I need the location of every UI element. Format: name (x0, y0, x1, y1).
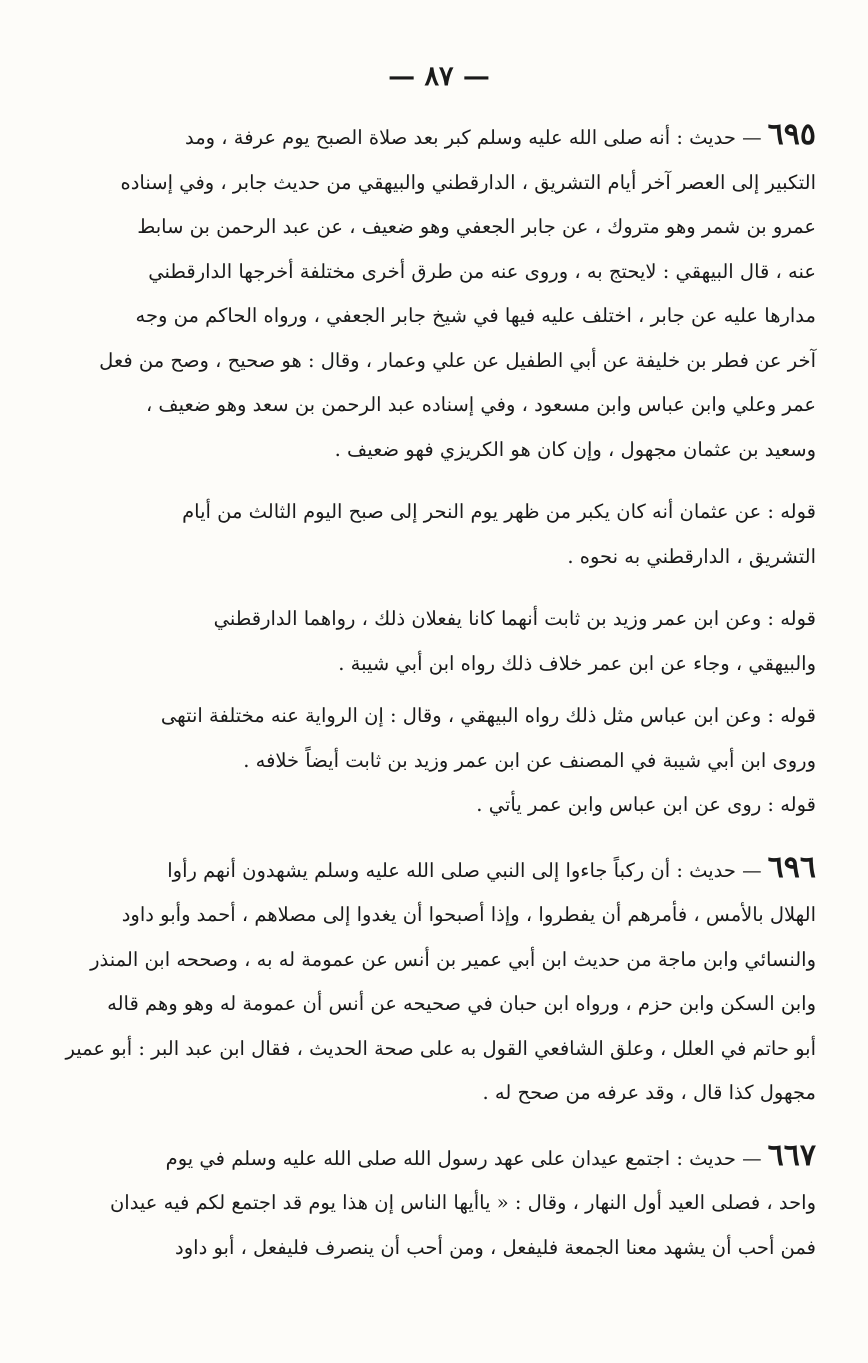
text-line: وروى ابن أبي شيبة في المصنف عن ابن عمر وزيد بن ثابت أيضاً خلافه . (243, 748, 816, 772)
hadith-number: ٦٦٧ (767, 1137, 816, 1173)
text-line: مدارها عليه عن جابر ، اختلف عليه فيها في شيخ جابر الجعفي ، ورواه الحاكم من وجه (135, 304, 816, 327)
hadith-696 (62, 846, 816, 1116)
text-line: عمر وعلي وابن عباس وابن مسعود ، وفي إسناده عبد الرحمن بن سعد وهو ضعيف ، (145, 393, 816, 416)
text-line: عنه ، قال البيهقي : لايحتج به ، وروى عنه من طرق أخرى مختلفة أخرجها الدارقطني (148, 259, 816, 283)
text-line: ٦٩٦— حديث : أن ركباً جاءوا إلى النبي صلى الله عليه وسلم يشهدون أنهم رأوا (167, 849, 816, 885)
hadith-695 (62, 113, 816, 472)
text-line: ٦٦٧— حديث : اجتمع عيدان على عهد رسول الله صلى الله عليه وسلم في يوم (165, 1137, 816, 1173)
text-line: وابن السكن وابن حزم ، ورواه ابن حبان في صحيحه عن أنس أن عمومة له وهو وهم قاله (107, 992, 816, 1015)
text-line: التكبير إلى العصر آخر أيام التشريق ، الدارقطني والبيهقي من حديث جابر ، وفي إسناده (120, 170, 816, 194)
text-line: آخر عن فطر بن خليفة عن أبي الطفيل عن علي وعمار ، وقال : هو صحيح ، وصح من فعل (99, 348, 816, 372)
text-line: أبو حاتم في العلل ، وعلق الشافعي القول به على صحة الحديث ، فقال ابن عبد البر : أبو عمير (65, 1036, 816, 1060)
commentary-paragraph (62, 783, 816, 828)
text-line: وسعيد بن عثمان مجهول ، وإن كان هو الكريزي فهو ضعيف . (334, 437, 816, 461)
text-line: الهلال بالأمس ، فأمرهم أن يفطروا ، وإذا أصبحوا أن يغدوا إلى مصلاهم ، أحمد وأبو داود (121, 903, 816, 926)
commentary-paragraph (62, 490, 816, 579)
text-line: فمن أحب أن يشهد معنا الجمعة فليفعل ، ومن أحب أن ينصرف فليفعل ، أبو داود (175, 1235, 816, 1259)
text-line: واحد ، فصلى العيد أول النهار ، وقال : « ياأيها الناس إن هذا يوم قد اجتمع لكم فيه عيدان (109, 1191, 816, 1214)
text-line: والبيهقي ، وجاء عن ابن عمر خلاف ذلك رواه ابن أبي شيبة . (338, 651, 816, 675)
page-number: — ٨٧ — (388, 61, 490, 92)
text-line: قوله : عن عثمان أنه كان يكبر من ظهر يوم النحر إلى صبح اليوم الثالث من أيام (182, 500, 816, 523)
text-line: مجهول كذا قال ، وقد عرفه من صحح له . (482, 1081, 816, 1104)
text-line: ٦٩٥— حديث : أنه صلى الله عليه وسلم كبر بعد صلاة الصبح يوم عرفة ، ومد (185, 117, 816, 152)
text-line: قوله : وعن ابن عمر وزيد بن ثابت أنهما كانا يفعلان ذلك ، رواهما الدارقطني (213, 607, 816, 630)
text-line: عمرو بن شمر وهو متروك ، عن جابر الجعفي وهو ضعيف ، عن عبد الرحمن بن سابط (137, 215, 816, 238)
text-line: قوله : وعن ابن عباس مثل ذلك رواه البيهقي ، وقال : إن الرواية عنه مختلفة انتهى (160, 704, 816, 727)
hadith-number: ٦٩٥ (767, 117, 816, 152)
hadith-number: ٦٩٦ (767, 849, 816, 885)
commentary-paragraph (62, 597, 816, 686)
text-line: والنسائي وابن ماجة من حديث ابن أبي عمير بن أنس عن عمومة له به ، وصححه ابن المنذر (90, 947, 816, 971)
text-line: قوله : روى عن ابن عباس وابن عمر يأتي . (476, 793, 816, 816)
text-line: التشريق ، الدارقطني به نحوه . (567, 544, 816, 568)
commentary-paragraph (62, 694, 816, 783)
hadith-667 (62, 1134, 816, 1271)
